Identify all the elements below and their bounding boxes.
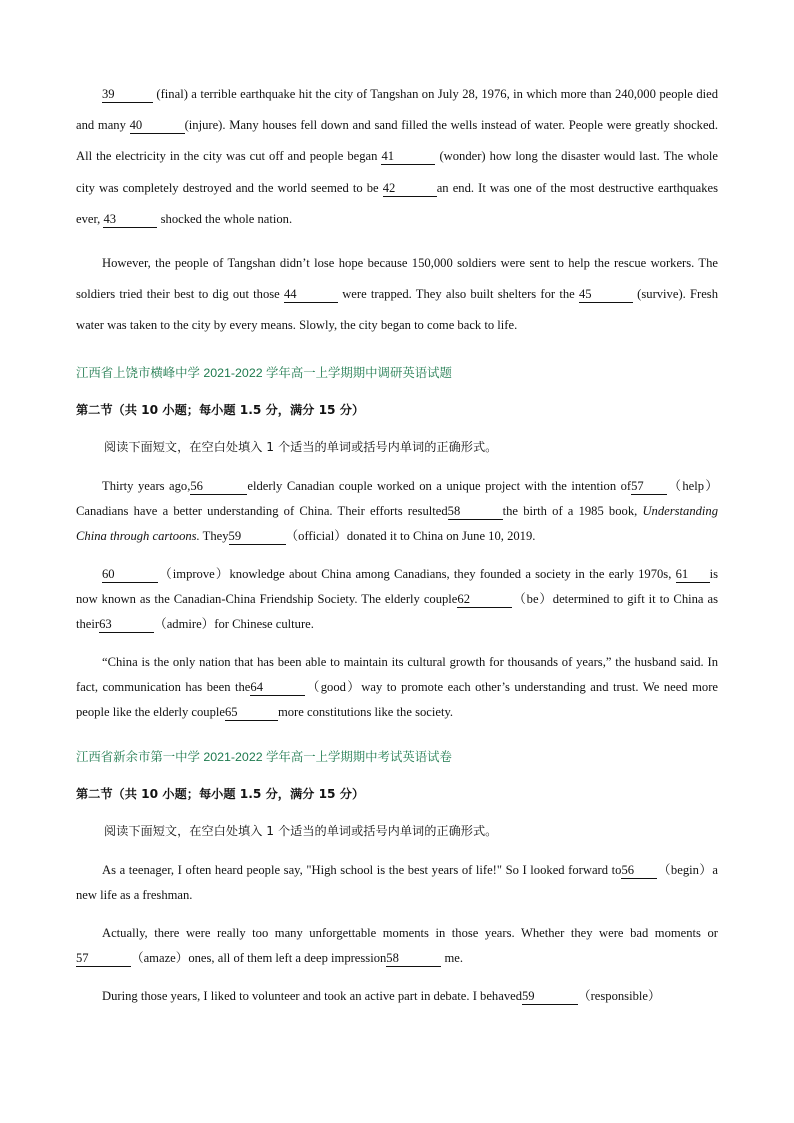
- text: Actually, there were really too many unforgettable moments in those years. Whether they were bad moments or: [102, 926, 718, 941]
- blank-57: 57: [76, 950, 131, 967]
- book-title: Understanding China through cartoons.: [76, 504, 718, 544]
- exam1-section-heading: 第二节（共 10 小题；每小题 1.5 分，满分 15 分）: [76, 403, 365, 418]
- text: （improve）knowledge about China among Canadians, they founded a society in the early 1970s,: [158, 567, 676, 582]
- text: the birth of a 1985 book,: [502, 504, 643, 519]
- exam1-instruction: 阅读下面短文，在空白处填入 1 个适当的单词或括号内单词的正确形式。: [104, 440, 498, 455]
- text: （amaze）ones, all of them left a deep impression: [131, 951, 387, 966]
- text: (final) a terrible earthquake hit the city of Tangshan on July 28, 1976, in which more than 240,000 people died and many: [76, 87, 718, 133]
- text: elderly Canadian couple worked on a unique project with the intention of: [247, 479, 632, 494]
- blank-62: 62: [457, 591, 512, 608]
- text: (survive). Fresh water was taken to the city by every means. Slowly, the city began to come back to life.: [76, 287, 718, 333]
- text: （good）way to promote each other’s understanding and trust. We need more people like the elderly couple: [76, 680, 718, 720]
- text: more constitutions like the society.: [277, 705, 454, 720]
- text: (wonder) how long the disaster would last. The whole city was completely destroyed and the world seemed to be: [76, 149, 718, 195]
- blank-65: 65: [225, 704, 278, 721]
- blank-61: 61: [676, 566, 710, 583]
- blank-44: 44: [284, 286, 338, 303]
- exam1-source-title: 江西省上饶市横峰中学 2021-2022 学年高一上学期期中调研英语试题: [76, 366, 452, 381]
- blank-58: 58: [448, 503, 503, 520]
- text: Thirty years ago,: [102, 479, 191, 494]
- exam1-paragraph1: [76, 474, 718, 549]
- text: However, the people of Tangshan didn’t lose hope because 150,000 soldiers were sent to help the rescue workers. The soldiers tried their best to dig out those: [76, 256, 718, 302]
- exam1-paragraph2: [76, 562, 718, 637]
- blank-58: 58: [386, 950, 441, 967]
- passage1-paragraph2: [76, 248, 718, 341]
- blank-40: 40: [130, 117, 185, 134]
- blank-56: 56: [621, 862, 657, 879]
- exam2-source-title: 江西省新余市第一中学 2021-2022 学年高一上学期期中考试英语试卷: [76, 750, 452, 765]
- exam2-section-heading: 第二节（共 10 小题；每小题 1.5 分，满分 15 分）: [76, 787, 365, 802]
- text: （help）Canadians have a better understanding of China. Their efforts resulted: [76, 479, 718, 519]
- blank-59: 59: [522, 988, 578, 1005]
- blank-56: 56: [190, 478, 247, 495]
- text: an end. It was one of the most destructive earthquakes ever,: [76, 180, 718, 226]
- exam2-paragraph2: [76, 921, 718, 971]
- exam2-paragraph1: [76, 858, 718, 908]
- text: They: [199, 529, 229, 544]
- text: As a teenager, I often heard people say, "High school is the best years of life!" So I looked forward to: [102, 863, 622, 878]
- text: （be）determined to gift it to China as their: [76, 592, 718, 632]
- text: me.: [441, 951, 463, 966]
- text: (injure). Many houses fell down and sand filled the wells instead of water. People were greatly shocked. All the electricity in the city was cut off and people began: [76, 118, 718, 164]
- blank-42: 42: [383, 180, 437, 197]
- text: （official）donated it to China on June 10, 2019.: [285, 529, 536, 544]
- blank-57: 57: [631, 478, 667, 495]
- blank-39: 39: [102, 86, 153, 103]
- text: During those years, I liked to volunteer and took an active part in debate. I behaved: [102, 989, 522, 1004]
- blank-64: 64: [250, 679, 305, 696]
- text: is now known as the Canadian-China Friendship Society. The elderly couple: [76, 567, 718, 607]
- text: （admire）for Chinese culture.: [154, 617, 314, 632]
- passage1-paragraph1: [76, 79, 718, 235]
- text: “China is the only nation that has been able to maintain its cultural growth for thousands of years,” the husband said. In fact, communication has been the: [76, 655, 718, 695]
- text: （responsible）: [578, 989, 661, 1004]
- exam1-paragraph3: [76, 650, 718, 725]
- blank-41: 41: [381, 148, 435, 165]
- exam2-paragraph3: [76, 984, 718, 1009]
- exam2-instruction: 阅读下面短文，在空白处填入 1 个适当的单词或括号内单词的正确形式。: [104, 824, 498, 839]
- blank-43: 43: [103, 211, 157, 228]
- text: were trapped. They also built shelters for the: [337, 287, 579, 302]
- text: shocked the whole nation.: [157, 211, 293, 226]
- blank-63: 63: [99, 616, 154, 633]
- text: （begin）a new life as a freshman.: [76, 863, 718, 903]
- blank-60: 60: [102, 566, 158, 583]
- blank-45: 45: [579, 286, 633, 303]
- document-content: [76, 79, 718, 1009]
- blank-59: 59: [229, 528, 286, 545]
